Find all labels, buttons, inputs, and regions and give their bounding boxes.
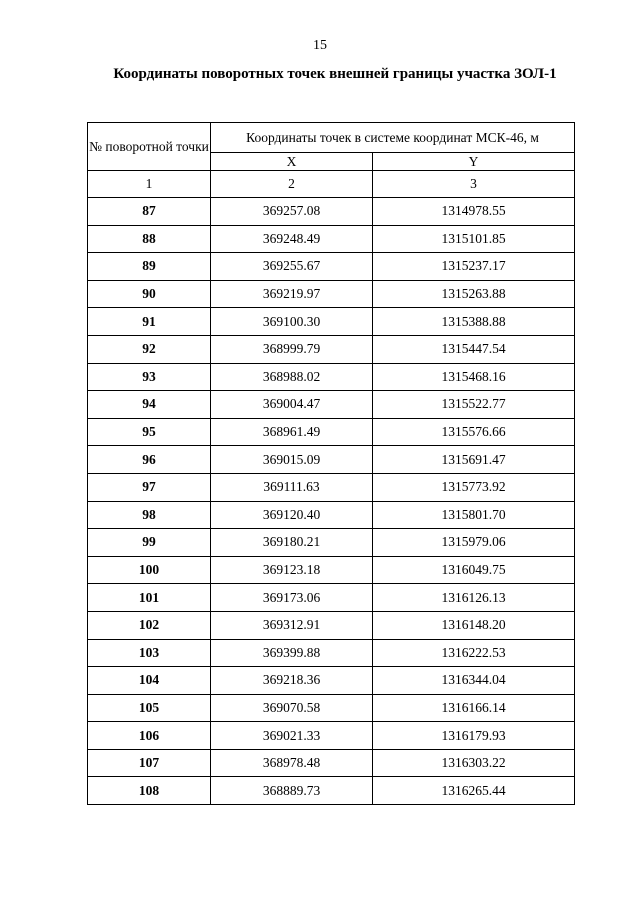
coordinates-table	[87, 122, 575, 805]
point-number-cell: 95	[88, 418, 211, 446]
x-coordinate-cell: 369070.58	[211, 694, 373, 722]
table-row	[88, 501, 575, 529]
table-row	[88, 391, 575, 419]
table-row	[88, 556, 575, 584]
y-coordinate-cell: 1316303.22	[373, 749, 575, 777]
x-coordinate-cell: 369021.33	[211, 722, 373, 750]
y-coordinate-cell: 1316148.20	[373, 611, 575, 639]
x-coordinate-cell: 368999.79	[211, 335, 373, 363]
x-coordinate-cell: 369100.30	[211, 308, 373, 336]
y-coordinate-cell: 1315979.06	[373, 529, 575, 557]
column-index-1: 1	[88, 171, 211, 198]
table-row	[88, 253, 575, 281]
point-number-cell: 96	[88, 446, 211, 474]
point-number-cell: 107	[88, 749, 211, 777]
header-point-number: № поворотной точки	[88, 123, 211, 171]
table-row	[88, 722, 575, 750]
page-number: 15	[313, 38, 327, 53]
x-coordinate-cell: 369111.63	[211, 473, 373, 501]
y-coordinate-cell: 1316126.13	[373, 584, 575, 612]
y-coordinate-cell: 1315691.47	[373, 446, 575, 474]
y-coordinate-cell: 1315522.77	[373, 391, 575, 419]
y-coordinate-cell: 1315388.88	[373, 308, 575, 336]
x-coordinate-cell: 369219.97	[211, 280, 373, 308]
header-x: X	[211, 153, 373, 171]
point-number-cell: 92	[88, 335, 211, 363]
y-coordinate-cell: 1315468.16	[373, 363, 575, 391]
point-number-cell: 93	[88, 363, 211, 391]
y-coordinate-cell: 1315773.92	[373, 473, 575, 501]
table-row	[88, 639, 575, 667]
document-title: Координаты поворотных точек внешней границы участка ЗОЛ-1	[113, 66, 557, 82]
x-coordinate-cell: 369123.18	[211, 556, 373, 584]
y-coordinate-cell: 1315263.88	[373, 280, 575, 308]
column-index-3: 3	[373, 171, 575, 198]
table-row	[88, 473, 575, 501]
point-number-cell: 100	[88, 556, 211, 584]
x-coordinate-cell: 369173.06	[211, 584, 373, 612]
x-coordinate-cell: 369248.49	[211, 225, 373, 253]
table-row	[88, 335, 575, 363]
table-row	[88, 225, 575, 253]
column-index-2: 2	[211, 171, 373, 198]
x-coordinate-cell: 368978.48	[211, 749, 373, 777]
table-row	[88, 198, 575, 226]
y-coordinate-cell: 1316179.93	[373, 722, 575, 750]
point-number-cell: 108	[88, 777, 211, 805]
point-number-cell: 89	[88, 253, 211, 281]
x-coordinate-cell: 369255.67	[211, 253, 373, 281]
y-coordinate-cell: 1316222.53	[373, 639, 575, 667]
table-body	[88, 198, 575, 805]
point-number-cell: 105	[88, 694, 211, 722]
x-coordinate-cell: 369218.36	[211, 667, 373, 695]
point-number-cell: 90	[88, 280, 211, 308]
y-coordinate-cell: 1315237.17	[373, 253, 575, 281]
point-number-cell: 87	[88, 198, 211, 226]
x-coordinate-cell: 368988.02	[211, 363, 373, 391]
y-coordinate-cell: 1316344.04	[373, 667, 575, 695]
point-number-cell: 88	[88, 225, 211, 253]
x-coordinate-cell: 368889.73	[211, 777, 373, 805]
point-number-cell: 98	[88, 501, 211, 529]
x-coordinate-cell: 369312.91	[211, 611, 373, 639]
point-number-cell: 103	[88, 639, 211, 667]
table-row	[88, 363, 575, 391]
y-coordinate-cell: 1316265.44	[373, 777, 575, 805]
x-coordinate-cell: 369257.08	[211, 198, 373, 226]
y-coordinate-cell: 1315447.54	[373, 335, 575, 363]
y-coordinate-cell: 1316166.14	[373, 694, 575, 722]
y-coordinate-cell: 1314978.55	[373, 198, 575, 226]
table-row	[88, 611, 575, 639]
table-row	[88, 308, 575, 336]
x-coordinate-cell: 369399.88	[211, 639, 373, 667]
point-number-cell: 97	[88, 473, 211, 501]
y-coordinate-cell: 1315801.70	[373, 501, 575, 529]
table-row	[88, 667, 575, 695]
x-coordinate-cell: 369015.09	[211, 446, 373, 474]
point-number-cell: 94	[88, 391, 211, 419]
y-coordinate-cell: 1315101.85	[373, 225, 575, 253]
header-coordinate-system: Координаты точек в системе координат МСК-46, м	[211, 123, 575, 153]
point-number-cell: 99	[88, 529, 211, 557]
point-number-cell: 102	[88, 611, 211, 639]
x-coordinate-cell: 369180.21	[211, 529, 373, 557]
table-row	[88, 749, 575, 777]
table-row	[88, 777, 575, 805]
point-number-cell: 106	[88, 722, 211, 750]
x-coordinate-cell: 369120.40	[211, 501, 373, 529]
table-row	[88, 418, 575, 446]
x-coordinate-cell: 368961.49	[211, 418, 373, 446]
point-number-cell: 91	[88, 308, 211, 336]
table-row	[88, 584, 575, 612]
table-row	[88, 694, 575, 722]
x-coordinate-cell: 369004.47	[211, 391, 373, 419]
table-row	[88, 280, 575, 308]
point-number-cell: 101	[88, 584, 211, 612]
table-row	[88, 446, 575, 474]
y-coordinate-cell: 1315576.66	[373, 418, 575, 446]
y-coordinate-cell: 1316049.75	[373, 556, 575, 584]
header-y: Y	[373, 153, 575, 171]
table-row	[88, 529, 575, 557]
point-number-cell: 104	[88, 667, 211, 695]
